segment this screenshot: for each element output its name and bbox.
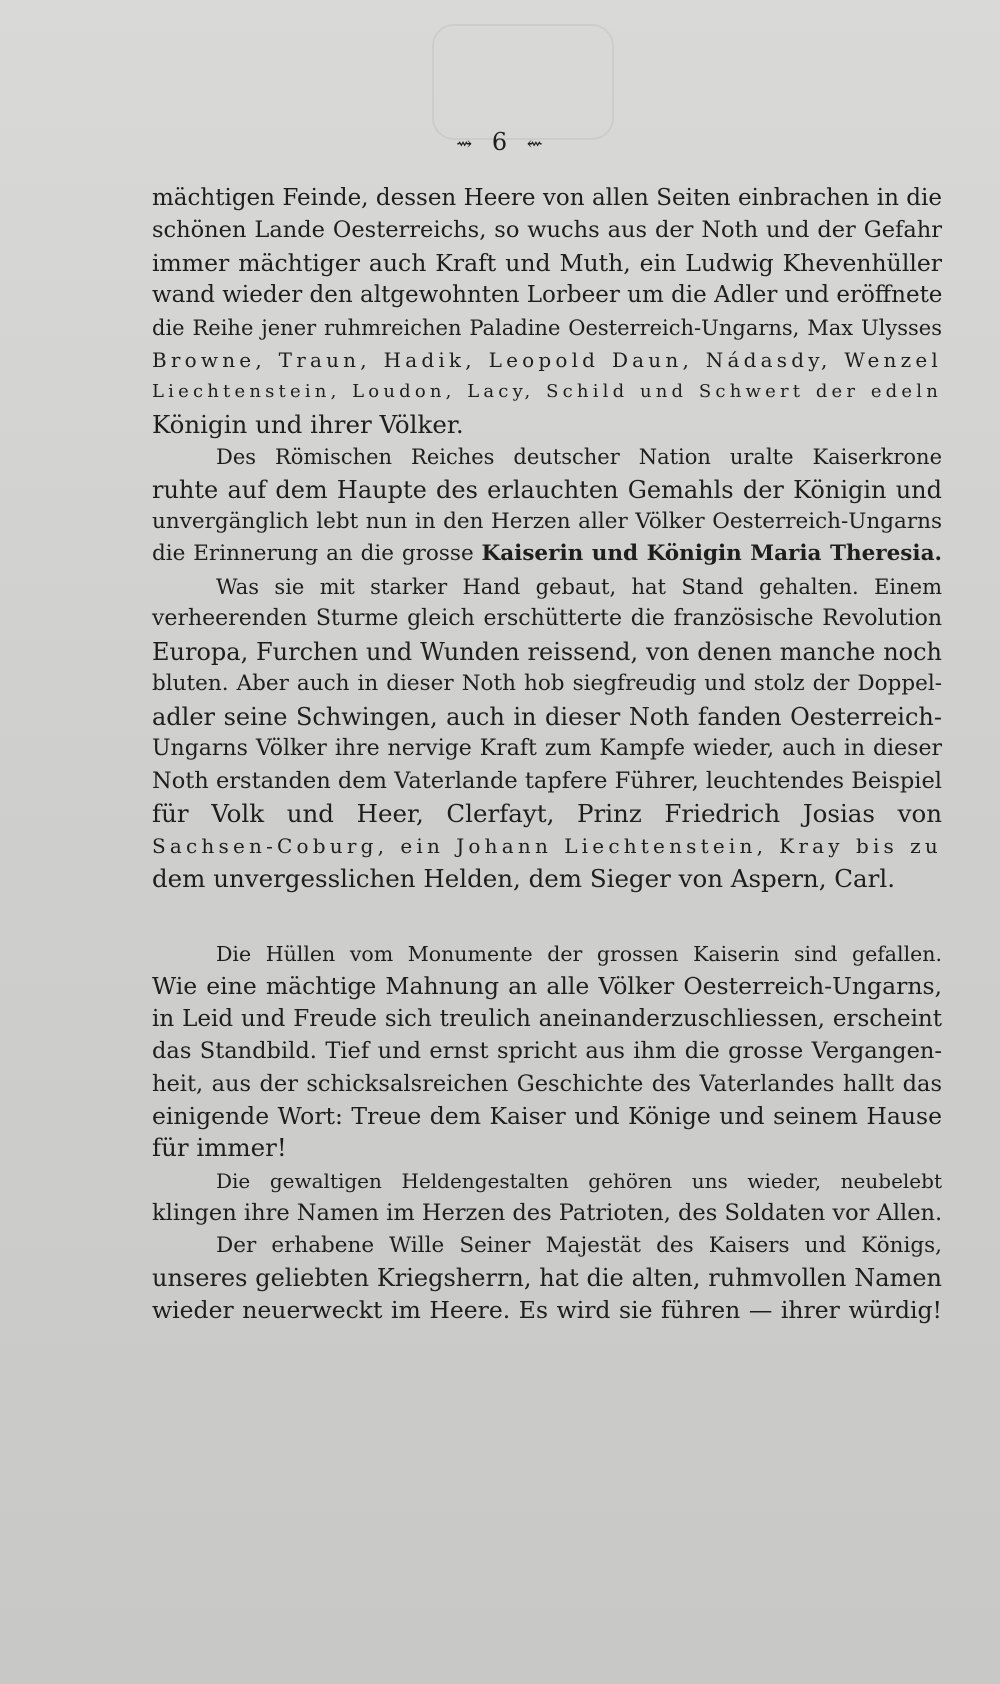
emphasized-name: Kaiserin und Königin Maria Theresia. [481,541,942,567]
text-line: heit, aus der schicksalsreichen Geschichte des Vaterlandes hallt das [152,1070,942,1097]
page-header [0,128,1000,156]
text-line: für Volk und Heer, Clerfayt, Prinz Friedrich Josias von [152,798,942,828]
text-line: verheerenden Sturme gleich erschütterte die französische Revolution [152,606,942,632]
text-line: Noth erstanden dem Vaterlande tapfere Führer, leuchtendes Beispiel [152,768,942,795]
text-line: adler seine Schwingen, auch in dieser Noth fanden Oesterreich- [152,702,942,731]
text-line: ruhte auf dem Haupte des erlauchten Gemahls der Königin und [152,475,942,504]
text-line-spaced-names: Browne, Traun, Hadik, Leopold Daun, Nádasdy, Wenzel [152,348,942,373]
paragraph-start-line: Die gewaltigen Heldengestalten gehören uns wieder, neubelebt [216,1168,942,1193]
paragraph-start-line: Die Hüllen vom Monumente der grossen Kaiserin sind gefallen. [216,942,942,966]
text-line: bluten. Aber auch in dieser Noth hob siegfreudig und stolz der Doppel- [152,671,942,697]
text-line: die Reihe jener ruhmreichen Paladine Oesterreich-Ungarns, Max Ulysses [152,315,942,340]
text-block-main [152,182,942,895]
text-line: das Standbild. Tief und ernst spricht aus ihm die grosse Vergangen- [152,1038,942,1065]
paragraph-start-line: Was sie mit starker Hand gebaut, hat Stand gehalten. Einem [216,574,942,599]
text-line: Europa, Furchen und Wunden reissend, von denen manche noch [152,637,942,666]
text-line-spaced-names: Sachsen-Coburg, ein Johann Liechtenstein, Kray bis zu [152,834,942,859]
text-line: Wie eine mächtige Mahnung an alle Völker Oesterreich-Ungarns, [152,972,942,1001]
text-line: schönen Lande Oesterreichs, so wuchs aus der Noth und der Gefahr [152,217,942,244]
text-block-monument [152,938,942,1327]
text-line: Königin und ihrer Völker. [152,409,464,439]
text-line: für immer! [152,1133,287,1163]
text-line: wieder neuerweckt im Heere. Es wird sie führen — ihrer würdig! [152,1296,942,1325]
text-line: in Leid und Freude sich treulich aneinanderzuschliessen, erscheint [152,1005,942,1032]
text-line: immer mächtiger auch Kraft und Muth, ein Ludwig Khevenhüller [152,248,942,277]
ornament-right-icon: ⇜ [526,133,544,155]
library-stamp-watermark [432,24,614,140]
text-line: unseres geliebten Kriegsherrn, hat die alten, ruhmvollen Namen [152,1264,942,1293]
text-line: einigende Wort: Treue dem Kaiser und Könige und seinem Hause [152,1102,942,1131]
text-line: klingen ihre Namen im Herzen des Patrioten, des Soldaten vor Allen. [152,1200,943,1227]
text-line: mächtigen Feinde, dessen Heere von allen Seiten einbrachen in die [152,185,942,211]
page-number: 6 [491,128,509,156]
text-line: wand wieder den altgewohnten Lorbeer um die Adler und eröffnete [152,282,943,309]
text-line-spaced-names: Liechtenstein, Loudon, Lacy, Schild und Schwert der edeln [152,381,942,403]
text-line-maria-theresia: die Erinnerung an die grosse Kaiserin und Königin Maria Theresia. [152,541,942,567]
paragraph-start-line: Des Römischen Reiches deutscher Nation uralte Kaiserkrone [216,445,942,470]
text-line: unvergänglich lebt nun in den Herzen aller Völker Oesterreich-Ungarns [152,509,942,535]
text-line: dem unvergesslichen Helden, dem Sieger von Aspern, Carl. [152,863,895,893]
paragraph-start-line: Der erhabene Wille Seiner Majestät des Kaisers und Königs, [216,1232,942,1258]
ornament-left-icon: ⇝ [456,133,474,155]
text-line: Ungarns Völker ihre nervige Kraft zum Kampfe wieder, auch in dieser [152,735,942,761]
